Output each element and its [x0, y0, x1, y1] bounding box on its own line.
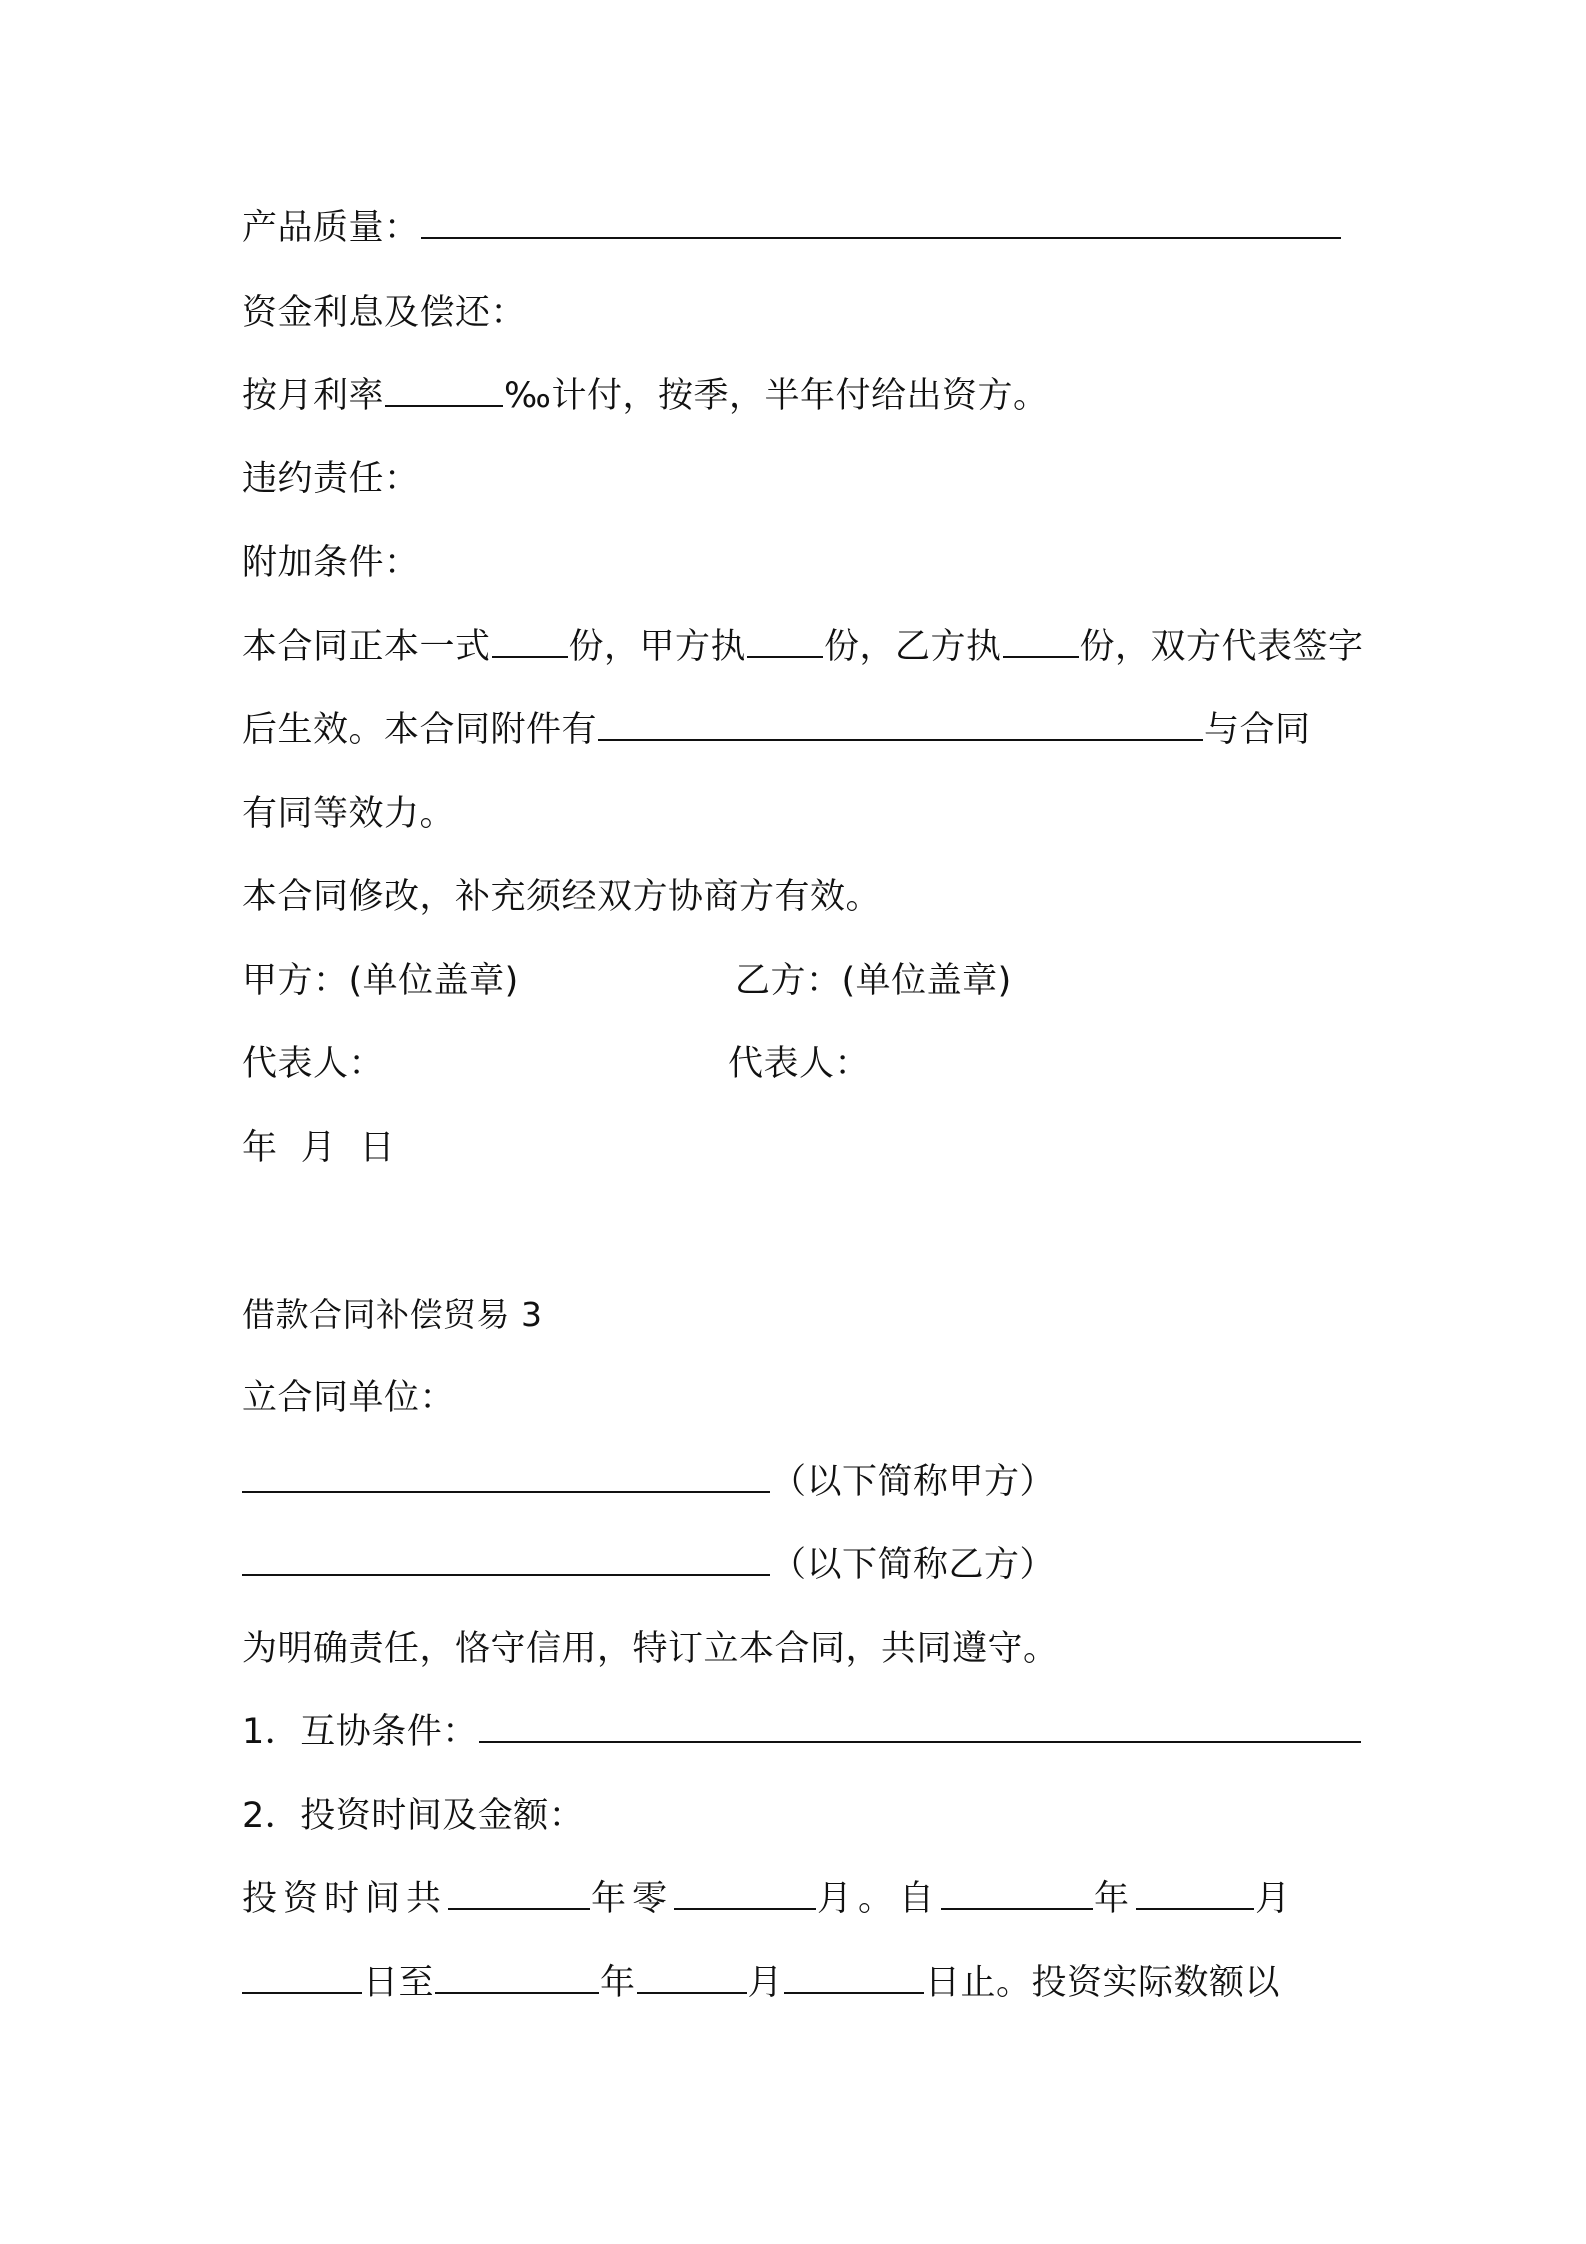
- date-line: 年 月 日: [242, 1128, 396, 1168]
- breach-heading: 违约责任：: [242, 459, 420, 499]
- investment-years-blank: [448, 1878, 590, 1910]
- start-year-blank: [941, 1878, 1093, 1910]
- end-month-blank: [637, 1962, 747, 1994]
- attachment-line: [242, 707, 1311, 753]
- party-a-blank: [242, 1461, 770, 1493]
- day-to-label: 日至: [363, 1963, 435, 2003]
- copies-party-a-blank: [747, 626, 823, 658]
- investment-heading: 2．投资时间及金额：: [242, 1796, 585, 1836]
- contracting-units-heading: 立合同单位：: [242, 1378, 456, 1418]
- investment-months-blank: [674, 1878, 816, 1910]
- party-a-line: [242, 1459, 1055, 1505]
- mutual-conditions-line: [242, 1709, 1362, 1755]
- party-a-seal: 甲方：(单位盖章): [242, 961, 519, 1001]
- copies-label: 本合同正本一式: [242, 627, 491, 667]
- party-b-representative: 代表人：: [728, 1044, 871, 1084]
- section-title: 借款合同补偿贸易 3: [242, 1295, 543, 1334]
- end-day-blank: [784, 1962, 924, 1994]
- end-year-label: 年: [600, 1963, 636, 2003]
- monthly-rate-label: 按月利率: [242, 376, 385, 416]
- party-b-blank: [242, 1544, 770, 1576]
- mutual-conditions-label: 1．互协条件：: [242, 1712, 478, 1752]
- start-year-label: 年: [1094, 1879, 1136, 1919]
- product-quality-line: [242, 205, 1342, 251]
- copies-party-b-label: 份，乙方执: [824, 627, 1002, 667]
- start-month-blank: [1136, 1878, 1254, 1910]
- start-month-label: 月: [1255, 1879, 1297, 1919]
- mutual-conditions-blank: [479, 1711, 1361, 1743]
- purpose-line: 为明确责任，恪守信用，特订立本合同，共同遵守。: [242, 1629, 1059, 1669]
- product-quality-blank: [421, 207, 1341, 239]
- monthly-rate-suffix: ‰计付，按季，半年付给出资方。: [504, 376, 1049, 416]
- end-year-blank: [435, 1962, 599, 1994]
- additional-terms-heading: 附加条件：: [242, 543, 420, 583]
- party-b-line: [242, 1542, 1055, 1588]
- attachment-label: 后生效。本合同附件有: [242, 710, 598, 750]
- start-day-blank: [242, 1962, 362, 1994]
- interest-heading: 资金利息及偿还：: [242, 293, 527, 333]
- monthly-rate-blank: [385, 375, 503, 407]
- party-a-representative: 代表人：: [242, 1044, 385, 1084]
- attachment-suffix: 与合同: [1204, 710, 1311, 750]
- investment-date-range-line: [242, 1960, 1280, 2006]
- party-b-abbrev: （以下简称乙方）: [771, 1545, 1056, 1585]
- attachment-blank: [598, 709, 1203, 741]
- monthly-rate-line: [242, 373, 1048, 419]
- investment-period-label: 投资时间共: [242, 1879, 448, 1919]
- copies-suffix: 份，双方代表签字: [1079, 627, 1364, 667]
- amendment-line: 本合同修改，补充须经双方协商方有效。: [242, 877, 882, 917]
- party-b-seal: 乙方：(单位盖章): [735, 961, 1012, 1001]
- end-month-label: 月: [747, 1963, 784, 2003]
- copies-line: [242, 624, 1364, 670]
- product-quality-label: 产品质量：: [242, 208, 420, 248]
- years-label: 年零: [591, 1879, 674, 1919]
- copies-party-a-label: 份，甲方执: [568, 627, 747, 667]
- months-from-label: 月。自: [817, 1879, 941, 1919]
- copies-party-b-blank: [1003, 626, 1079, 658]
- party-a-abbrev: （以下简称甲方）: [771, 1462, 1056, 1502]
- copies-total-blank: [492, 626, 568, 658]
- equal-effect-line: 有同等效力。: [242, 794, 456, 834]
- end-day-suffix: 日止。投资实际数额以: [925, 1963, 1281, 2003]
- investment-period-line: [242, 1876, 1296, 1922]
